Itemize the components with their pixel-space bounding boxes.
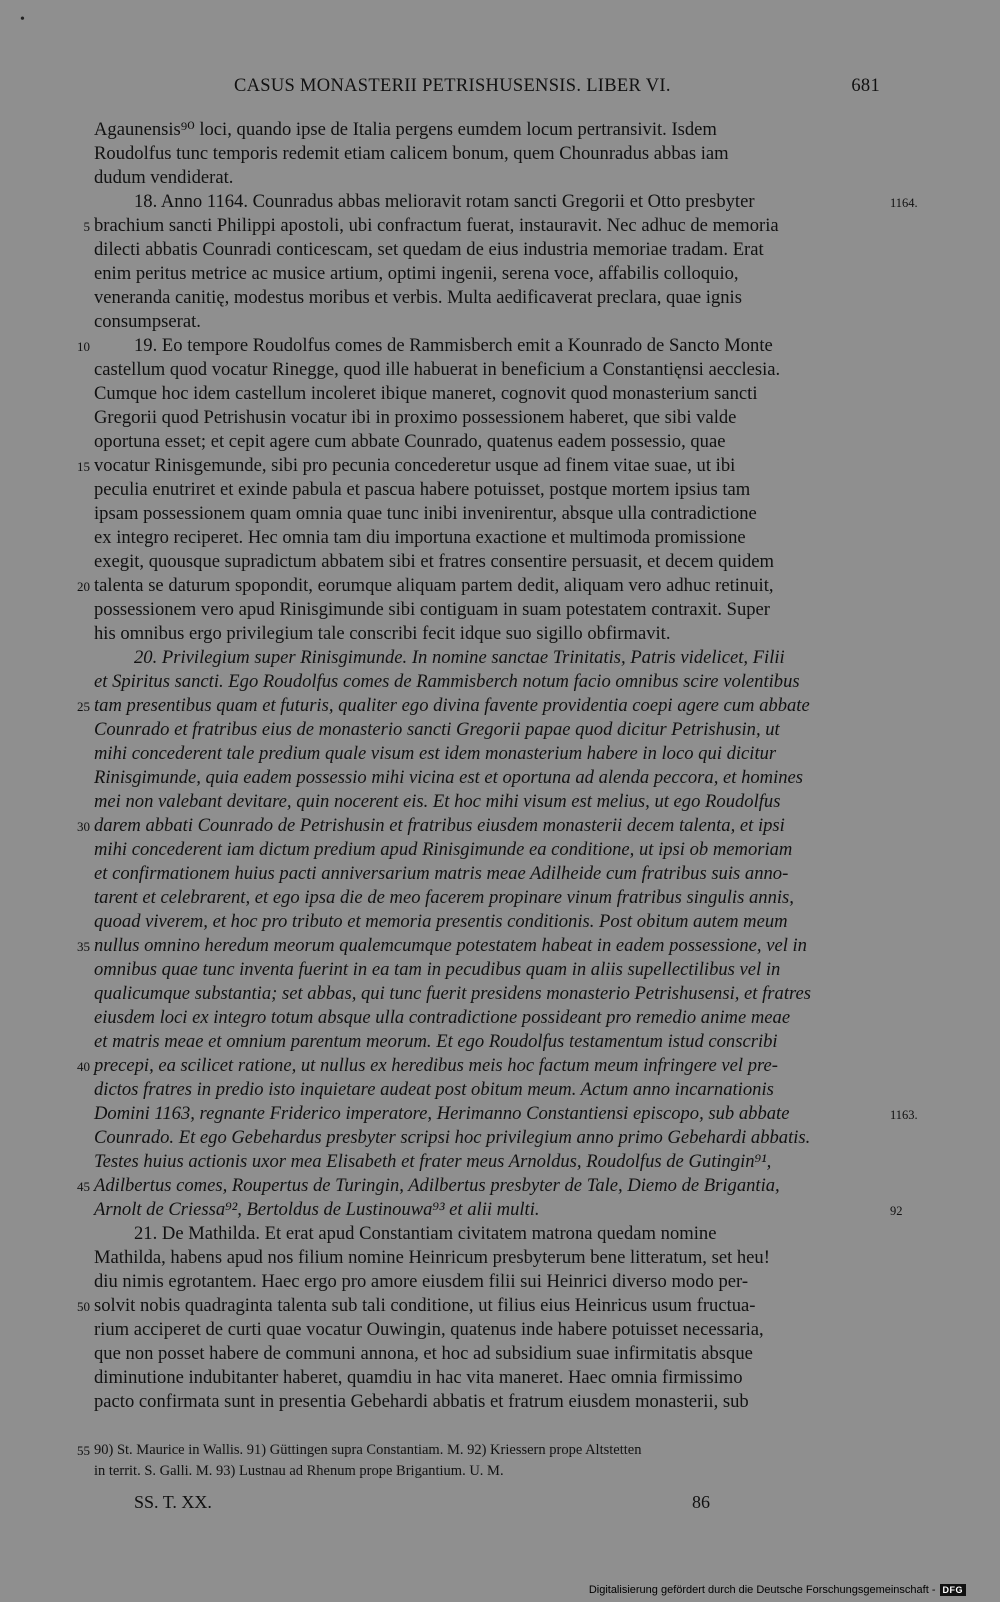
line-text: ex integro reciperet. Hec omnia tam diu importuna exactione et multimoda promissione: [94, 527, 746, 548]
text-line: [0, 1246, 1000, 1270]
line-text: mei non valebant devitare, quin nocerent eis. Et hoc mihi visum est melius, ut ego Roudolfus: [94, 791, 781, 812]
text-line: [0, 526, 1000, 550]
text-line: [0, 1222, 1000, 1246]
text-line: [0, 934, 1000, 958]
text-line: [0, 814, 1000, 838]
sheet-number: 86: [692, 1492, 710, 1512]
text-line: [0, 670, 1000, 694]
text-line: [0, 742, 1000, 766]
line-text: omnibus quae tunc inventa fuerint in ea tam in pecudibus quam in aliis supellectilibus vel in: [94, 959, 781, 980]
line-text: tarent et celebrarent, et ego ipsa die de meo facerem propinare vinum fratribus singulis annis,: [94, 887, 794, 908]
text-line: [0, 502, 1000, 526]
line-text: talenta se daturum spopondit, eorumque aliquam partem dedit, aliquam vero adhuc retinuit,: [94, 575, 774, 596]
line-text: Testes huius actionis uxor mea Elisabeth et frater meus Arnoldus, Roudolfus de Gutingin⁹¹,: [94, 1151, 772, 1172]
text-line: [0, 1174, 1000, 1198]
line-text: Counrado et fratribus eius de monasterio sancti Gregorii papae quod dicitur Petrishusin, ut: [94, 719, 780, 740]
text-line: [0, 310, 1000, 334]
line-text: et confirmationem huius pacti anniversarium matris meae Adilheide cum fratribus suis anno-: [94, 863, 789, 884]
text-line: [0, 1198, 1000, 1222]
text-line: [0, 574, 1000, 598]
signature-mark: SS. T. XX.: [134, 1492, 212, 1512]
margin-note: 1163.: [890, 1108, 918, 1122]
line-number: 35: [77, 939, 90, 954]
text-line: [0, 190, 1000, 214]
text-line: [0, 766, 1000, 790]
line-number: 10: [77, 339, 90, 354]
line-text: qualicumque substantia; set abbas, qui tunc fuerit presidens monasterio Petrishusensi, et fratres: [94, 983, 812, 1004]
line-text: diminutione indubitanter haberet, quamdiu in hac vita maneret. Haec omnia firmissimo: [94, 1367, 743, 1388]
line-text: diu nimis egrotantem. Haec ergo pro amore eiusdem filii sui Heinrici diverso modo per-: [94, 1271, 749, 1292]
text-line: [0, 1006, 1000, 1030]
text-line: [0, 1102, 1000, 1126]
text-line: [0, 358, 1000, 382]
text-line: [0, 238, 1000, 262]
line-text: Gregorii quod Petrishusin vocatur ibi in proximo possessionem haberet, que sibi valde: [94, 407, 737, 428]
text-line: [0, 118, 1000, 142]
text-line: [0, 790, 1000, 814]
line-number: 5: [83, 219, 90, 234]
line-text: consumpserat.: [94, 311, 201, 332]
line-text: Adilbertus comes, Roupertus de Turingin, Adilbertus presbyter de Tale, Diemo de Brigantia,: [94, 1175, 780, 1196]
line-text: Counrado. Et ego Gebehardus presbyter scripsi hoc privilegium anno primo Gebehardi abbatis.: [94, 1127, 811, 1148]
line-text: precepi, ea scilicet ratione, ut nullus ex heredibus meis hoc factum meum infringere vel pre-: [94, 1055, 779, 1076]
footnote-line: [0, 1440, 1000, 1461]
footnote-text: in territ. S. Galli. M. 93) Lustnau ad Rhenum prope Brigantium. U. M.: [94, 1463, 504, 1479]
text-line: [0, 142, 1000, 166]
dfg-logo: DFG: [940, 1584, 967, 1596]
text-line: [0, 718, 1000, 742]
line-text: Domini 1163, regnante Friderico imperatore, Herimanno Constantiensi episcopo, sub abbate: [94, 1103, 790, 1124]
text-line: [0, 286, 1000, 310]
page-number: 681: [851, 76, 880, 96]
text-line: [0, 1150, 1000, 1174]
text-line: [0, 958, 1000, 982]
line-text: his omnibus ergo privilegium tale conscribi fecit idque suo sigillo obfirmavit.: [94, 623, 671, 644]
text-line: [0, 886, 1000, 910]
text-line: [0, 646, 1000, 670]
line-text: et Spiritus sancti. Ego Roudolfus comes de Rammisberch notum facio omnibus scire volentibus: [94, 671, 800, 692]
line-text: brachium sancti Philippi apostoli, ubi confractum fuerat, instauravit. Nec adhuc de memoria: [94, 215, 779, 236]
text-line: [0, 478, 1000, 502]
line-text: dudum vendiderat.: [94, 167, 234, 188]
line-text: quoad viverem, et hoc pro tributo et memoria presentis conditionis. Post obitum autem meum: [94, 911, 788, 932]
line-text: vocatur Rinisgemunde, sibi pro pecunia concederetur usque ad finem vitae suae, ut ibi: [94, 455, 736, 476]
text-line: [0, 1126, 1000, 1150]
body-text: [0, 118, 1000, 1414]
text-line: [0, 910, 1000, 934]
text-line: [0, 598, 1000, 622]
line-text: pacto confirmata sunt in presentia Gebehardi abbatis et fratrum eiusdem monasterii, sub: [94, 1391, 749, 1412]
text-line: [0, 1270, 1000, 1294]
text-line: [0, 838, 1000, 862]
text-line: [0, 1390, 1000, 1414]
text-line: [0, 622, 1000, 646]
line-text: que non posset habere de communi annona, et hoc ad subsidium suae infirmitatis absque: [94, 1343, 753, 1364]
line-text: tam presentibus quam et futuris, qualiter ego divina favente providentia coepi agere cum abbate: [94, 695, 810, 716]
line-number: 25: [77, 699, 90, 714]
line-text: castellum quod vocatur Rinegge, quod ille habuerat in beneficium a Constantięnsi aecclesia.: [94, 359, 781, 380]
text-line: [0, 1366, 1000, 1390]
margin-note: 92: [890, 1204, 903, 1218]
text-line: [0, 1030, 1000, 1054]
line-text: rium acciperet de curti quae vocatur Ouwingin, quatenus inde habere potuisset necessaria,: [94, 1319, 764, 1340]
text-line: [0, 550, 1000, 574]
line-number: 20: [77, 579, 90, 594]
line-text: 21. De Mathilda. Et erat apud Constantiam civitatem matrona quedam nomine: [134, 1223, 717, 1244]
line-text: 19. Eo tempore Roudolfus comes de Rammisberch emit a Kounrado de Sancto Monte: [134, 335, 773, 356]
text-line: [0, 334, 1000, 358]
text-line: [0, 1342, 1000, 1366]
margin-note: 1164.: [890, 196, 918, 210]
text-line: [0, 1078, 1000, 1102]
line-text: exegit, quousque supradictum abbatem sibi et fratres consentire persuasit, et decem quidem: [94, 551, 775, 572]
line-text: 20. Privilegium super Rinisgimunde. In nomine sanctae Trinitatis, Patris videlicet, Filii: [134, 647, 785, 668]
line-text: et matris meae et omnium parentum meorum. Et ego Roudolfus testamentum istud conscribi: [94, 1031, 778, 1052]
text-line: [0, 262, 1000, 286]
line-text: mihi concederent iam dictum predium apud Rinisgimunde ea conditione, ut ipsi ob memoriam: [94, 839, 793, 860]
line-text: Agaunensis⁹⁰ loci, quando ipse de Italia pergens eumdem locum pertransivit. Isdem: [94, 119, 717, 140]
line-text: oportuna esset; et cepit agere cum abbate Counrado, quatenus eadem possessio, quae: [94, 431, 726, 452]
line-text: Rinisgimunde, quia eadem possessio mihi vicina est et oportuna ad alenda peccora, et homines: [94, 767, 804, 788]
line-number: 30: [77, 819, 90, 834]
line-number: 15: [77, 459, 90, 474]
running-title: CASUS MONASTERII PETRISHUSENSIS. LIBER VI.: [234, 76, 671, 96]
line-text: Mathilda, habens apud nos filium nomine Heinricum presbyterum bene litteratum, set heu!: [94, 1247, 770, 1268]
text-line: [0, 406, 1000, 430]
corner-mark: •: [20, 12, 25, 27]
line-text: peculia enutriret et exinde pabula et pascua habere potuisset, postque mortem ipsius tam: [94, 479, 751, 500]
line-text: enim peritus metrice ac musice artium, optimi ingenii, serena voce, affabilis colloquio,: [94, 263, 739, 284]
line-text: Cumque hoc idem castellum incoleret ibique maneret, cognovit quod monasterium sancti: [94, 383, 758, 404]
line-text: darem abbati Counrado de Petrishusin et fratribus eiusdem monasterii decem talenta, et ipsi: [94, 815, 785, 836]
text-line: [0, 982, 1000, 1006]
text-line: [0, 166, 1000, 190]
digitization-credit: [589, 1584, 966, 1596]
text-line: [0, 1054, 1000, 1078]
line-number: 40: [77, 1059, 90, 1074]
line-text: nullus omnino heredum meorum qualemcumque potestatem habeat in eadem possessione, vel in: [94, 935, 807, 956]
line-text: dilecti abbatis Counradi conticescam, set quedam de eius industria memoriae tradam. Erat: [94, 239, 764, 260]
line-text: 18. Anno 1164. Counradus abbas melioravit rotam sancti Gregorii et Otto presbyter: [134, 191, 755, 212]
line-number: 45: [77, 1179, 90, 1194]
footnote-line: [0, 1461, 1000, 1482]
text-line: [0, 1294, 1000, 1318]
text-line: [0, 1318, 1000, 1342]
text-line: [0, 862, 1000, 886]
line-text: Roudolfus tunc temporis redemit etiam calicem bonum, quem Chounradus abbas iam: [94, 143, 729, 164]
line-text: ipsam possessionem quam omnia quae tunc inibi invenirentur, absque ulla contradictione: [94, 503, 757, 524]
line-text: mihi concederent tale predium quale visum est idem monasterium habere in loco qui dicitur: [94, 743, 777, 764]
line-text: possessionem vero apud Rinisgimunde sibi contiguam in suam potestatem contraxit. Super: [94, 599, 770, 620]
line-text: veneranda canitię, modestus moribus et verbis. Multa aedificaverat preclara, quae ignis: [94, 287, 742, 308]
text-line: [0, 430, 1000, 454]
line-text: eiusdem loci ex integro totum absque ulla contradictione possideant pro remedio anime meae: [94, 1007, 791, 1028]
text-line: [0, 214, 1000, 238]
text-line: [0, 694, 1000, 718]
text-line: [0, 454, 1000, 478]
line-number: 55: [77, 1443, 90, 1458]
credit-text: Digitalisierung gefördert durch die Deutsche Forschungsgemeinschaft -: [588, 1584, 936, 1596]
line-text: Arnolt de Criessa⁹², Bertoldus de Lustinouwa⁹³ et alii multi.: [94, 1199, 540, 1220]
footnotes: [0, 1440, 1000, 1482]
line-text: dictos fratres in predio isto inquietare audeat post obitum meum. Actum anno incarnationis: [94, 1079, 774, 1100]
footnote-text: 90) St. Maurice in Wallis. 91) Güttingen supra Constantiam. M. 92) Kriessern prope Altstetten: [94, 1442, 642, 1458]
line-text: solvit nobis quadraginta talenta sub tali conditione, ut filius eius Heinricus usum fructua-: [94, 1295, 756, 1316]
line-number: 50: [77, 1299, 90, 1314]
text-line: [0, 382, 1000, 406]
